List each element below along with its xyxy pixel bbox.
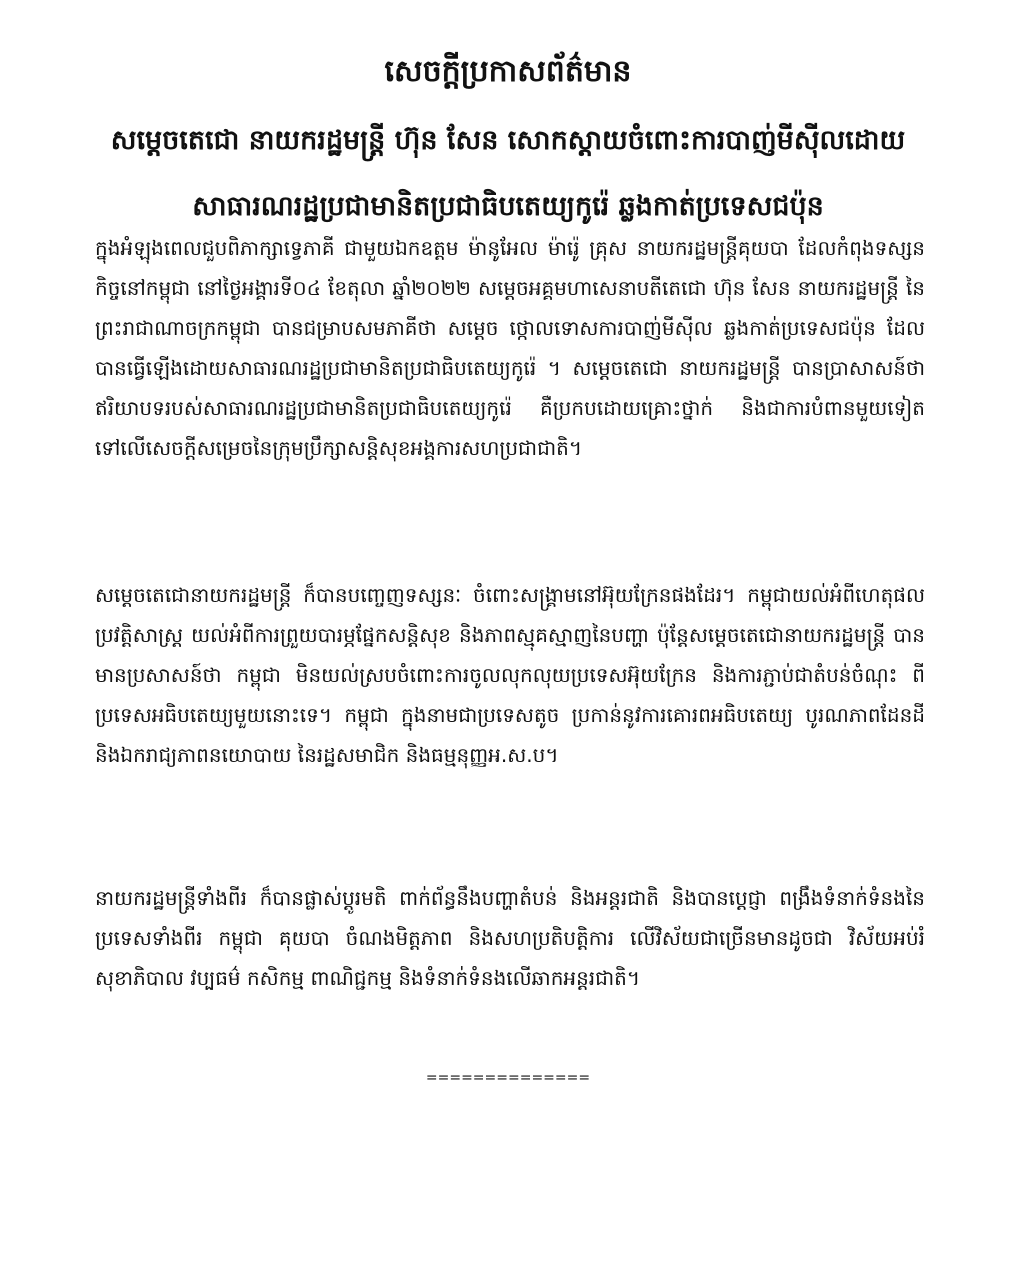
body-paragraph-1: ក្នុងអំឡុងពេលជួបពិភាក្សាទ្វេភាគី ជាមួយឯកឧត្តម ម៉ានូអែល ម៉ារ៉េូ គ្រុស នាយករដ្ឋមន្ត្រីគុយបា ដែលកំពុងទស្សនកិច្ចនៅកម្ពុជា នៅថ្ងៃអង្គារទី០៤ ខែតុលា ឆ្នាំ២០២២ សម្តេចអគ្គមហាសេនាបតីតេជោ ហ៊ុន សែន នាយករដ្ឋមន្ត្រី នៃព្រះរាជាណាចក្រកម្ពុជា បានជម្រាបសមភាគីថា សម្តេច ថ្កោលទោសការបាញ់មីស៊ីល ឆ្លងកាត់ប្រទេសជប៉ុន ដែលបានធ្វើឡើងដោយសាធារណរដ្ឋប្រជាមានិតប្រជាធិបតេយ្យកូរ៉េ ។ សម្តេចតេជោ នាយករដ្ឋមន្ត្រី បានប្រាសាសន៍ថា ឥរិយាបទរបស់សាធារណរដ្ឋប្រជាមានិតប្រជាធិបតេយ្យកូរ៉េ គឺប្រកបដោយគ្រោះថ្នាក់ និងជាការបំពានមួយទៀតទៅលើសេចក្តីសម្រេចនៃក្រុមប្រឹក្សាសន្តិសុខអង្គការសហប្រជាជាតិ។: [95, 236, 925, 460]
document-subheading-line1: សម្តេចតេជោ នាយករដ្ឋមន្ត្រី ហ៊ុន សែន សោកស្តាយចំពោះការបាញ់មីស៊ីលដោយ: [110, 125, 906, 156]
document-heading: សេចក្តីប្រកាសព័ត៌មាន: [384, 54, 632, 89]
closing-divider: ==============: [425, 1070, 591, 1086]
body-paragraph-3: នាយករដ្ឋមន្ត្រីទាំងពីរ ក៏បានផ្លាស់ប្តូរមតិ ពាក់ព័ន្ធនឹងបញ្ហាតំបន់ និងអន្តរជាតិ និងបានប្តេជ្ញា ពង្រឹងទំនាក់ទំនងនៃប្រទេសទាំងពីរ កម្ពុជា គុយបា ចំណងមិត្តភាព និងសហប្រតិបត្តិការ លើវិស័យជាច្រើនមានដូចជា វិស័យអប់រំ សុខាភិបាល វប្បធម៌ កសិកម្ម ពាណិជ្ជកម្ម និងទំនាក់ទំនងលើឆាកអន្តរជាតិ។: [95, 886, 925, 990]
body-paragraph-2: សម្តេចតេជោនាយករដ្ឋមន្ត្រី ក៏បានបញ្ចេញទស្សនៈ ចំពោះសង្គ្រាមនៅអ៊ុយក្រែនផងដែរ។ កម្ពុជាយល់អំពីហេតុផលប្រវត្តិសាស្ត្រ យល់អំពីការព្រួយបារម្ភផ្នែកសន្តិសុខ និងភាពស្មុគស្មាញនៃបញ្ហា ប៉ុន្តែសម្តេចតេជោនាយករដ្ឋមន្ត្រី បានមានប្រសាសន៍ថា កម្ពុជា មិនយល់ស្របចំពោះការចូលលុកលុយប្រទេសអ៊ុយក្រែន និងការភ្ជាប់ជាតំបន់ចំណុះ ពីប្រទេសអធិបតេយ្យមួយនោះទេ។ កម្ពុជា ក្នុងនាមជាប្រទេសតូច ប្រកាន់នូវការគោរពអធិបតេយ្យ បូរណភាពដែនដី និងឯករាជ្យភាពនយោបាយ នៃរដ្ឋសមាជិក និងធម្មនុញ្ញអ.ស.ប។: [95, 583, 925, 767]
document-subheading-line2: សាធារណរដ្ឋប្រជាមានិតប្រជាធិបតេយ្យកូរ៉េ ឆ្លងកាត់ប្រទេសជប៉ុន: [192, 191, 824, 222]
